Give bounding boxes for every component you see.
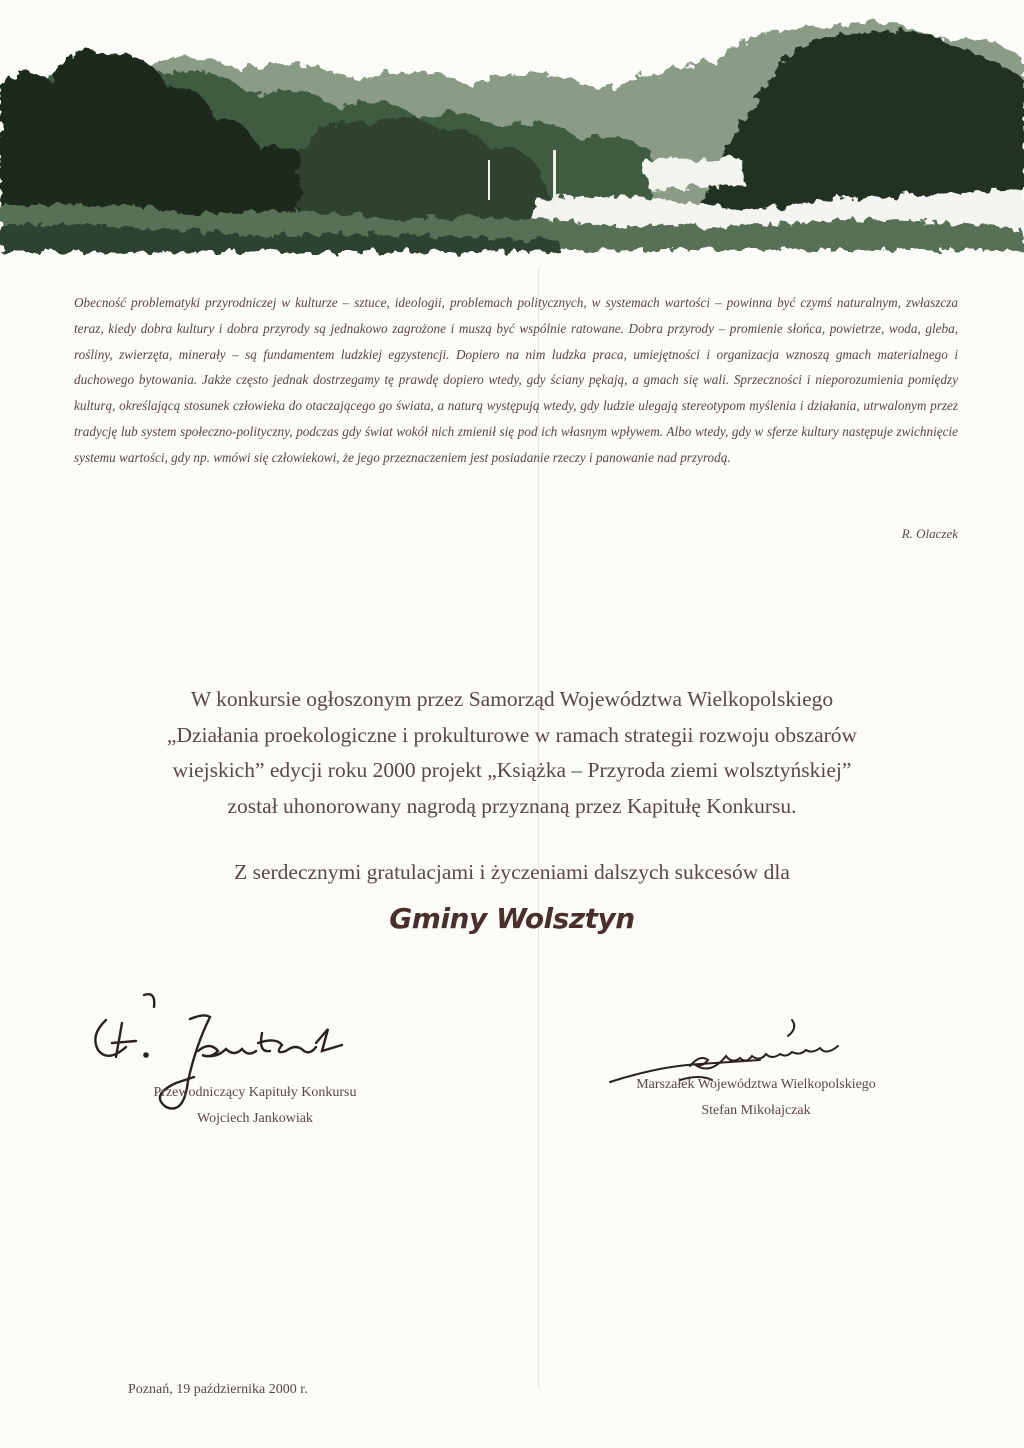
forest-banner-image bbox=[0, 0, 1024, 260]
greeting-line: Z serdecznymi gratulacjami i życzeniami dalszych sukcesów dla bbox=[234, 860, 790, 884]
right-signatory-role: Marszałek Województwa Wielkopolskiego bbox=[636, 1077, 876, 1092]
left-signatory-name: Wojciech Jankowiak bbox=[197, 1111, 313, 1126]
award-line-1: W konkursie ogłoszonym przez Samorząd Województwa Wielkopolskiego bbox=[190, 687, 834, 711]
award-statement bbox=[92, 682, 932, 824]
right-signatory bbox=[586, 1072, 926, 1124]
forest-illustration bbox=[0, 0, 1024, 260]
award-line-2: „Działania proekologiczne i prokulturowe w ramach strategii rozwoju obszarów bbox=[166, 722, 858, 747]
award-line-4: został uhonorowany nagrodą przyznaną przez Kapitułę Konkursu. bbox=[227, 793, 797, 818]
quote-author: R. Olaczek bbox=[901, 526, 958, 541]
left-signatory-role: Przewodniczący Kapituły Konkursu bbox=[153, 1085, 357, 1100]
right-signatory-name: Stefan Mikołajczak bbox=[701, 1103, 811, 1118]
award-line-3: wiejskich” edycji roku 2000 projekt „Książka – Przyroda ziemi wolsztyńskiej” bbox=[172, 758, 852, 782]
left-signatory bbox=[110, 1080, 400, 1132]
recipient-name: Gminy Wolsztyn bbox=[389, 902, 635, 935]
nature-quote: Obecność problematyki przyrodniczej w kulturze – sztuce, ideologii, problemach politycznych, w systemach wartości – powinna być czymś naturalnym, zwłaszcza teraz, kiedy dobra kultury i dobra przyrody są jednakowo zagrożone i muszą być wspólnie ratowane. Dobra przyrody – promienie słońca, powietrze, woda, gleba, rośliny, zwierzęta, minerały – są fundamentem ludzkiej egzystencji. Dopiero na nim ludzka praca, umiejętności i organizacja wznoszą gmach materialnego i duchowego bytowania. Jakże często jednak dostrzegamy tę prawdę dopiero wtedy, gdy ściany pękają, a gmach się wali. Sprzeczności i nieporozumienia pomiędzy kulturą, określającą stosunek człowieka do otaczającego go świata, a naturą występują wtedy, gdy ludzie ulegają stereotypom myślenia i działania, utrwalonym przez tradycję lub system społeczno-polityczny, podczas gdy świat wokół nich zmienił się pod ich własnym wpływem. Albo wtedy, gdy w sferze kultury następuje zwichnięcie systemu wartości, gdy np. wmówi się człowiekowi, że jego przeznaczeniem jest posiadanie rzeczy i panowanie nad przyrodą. bbox=[74, 295, 958, 465]
issue-date: Poznań, 19 października 2000 r. bbox=[128, 1382, 308, 1397]
